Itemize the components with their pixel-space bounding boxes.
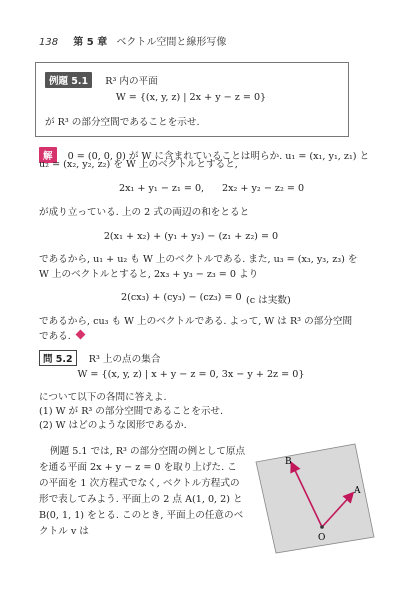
plane-vectors-figure [252,440,382,560]
solution-text-1: 0 = (0, 0, 0) が W に含まれていることは明らか. u₁ = (x₁, y₁, z₁) と [67,151,370,162]
origin-point [320,525,324,529]
label-o: O [318,533,326,543]
example-tag: 例題 5.1 [45,72,92,88]
equation-3: 2(cx₃) + (cy₃) − (cz₃) = 0 [121,292,242,303]
running-header [39,33,226,48]
solution-line-3: が成り立っている. 上の 2 式の両辺の和をとると [39,207,250,218]
chapter-title: ベクトル空間と線形写像 [116,37,227,48]
question-item-1: (1) W が R³ の部分空間であることを示せ. [39,406,224,417]
end-of-proof-diamond-icon [75,330,85,340]
solution-line-5: W 上のベクトルとすると, 2x₃ + y₃ − z₃ = 0 より [39,269,259,280]
example-set-definition: W = {(x, y, z) | 2x + y − z = 0} [115,92,267,103]
chapter-label: 第 5 章 [73,37,108,48]
solution-line-6: であるから, cu₃ も W 上のベクトルである. よって, W は R³ の部分空間 [39,316,353,327]
page-number: 138 [39,37,59,48]
equation-1a: 2x₁ + y₁ − z₁ = 0, [119,183,205,194]
equation-2: 2(x₁ + x₂) + (y₁ + y₂) − (z₁ + z₂) = 0 [103,231,279,242]
solution-text-7: である. [39,331,71,342]
question-title: R³ 上の点の集合 [88,354,161,365]
solution-line-7 [39,330,84,343]
plane-shape [256,444,374,553]
body-line-1: 例題 5.1 では, R³ の部分空間の例として原点 [50,446,246,457]
solution-line-2: u₂ = (x₂, y₂, z₂) を W 上のベクトルとすると, [39,159,238,170]
equation-3-note: (c は実数) [246,295,291,306]
question-item-2: (2) W はどのような図形であるか. [39,420,187,431]
question-heading [39,347,160,366]
body-line-2: を通る平面 2x + y − z = 0 を取り上げた. こ [39,462,237,473]
body-line-5: B(0, 1, 1) をとる. このとき, 平面上の任意のベ [39,510,244,521]
body-line-4: 形で表してみよう. 平面上の 2 点 A(1, 0, 2) と [39,494,243,505]
body-line-6: クトル v は [39,526,89,537]
example-heading [45,69,158,88]
example-title: R³ 内の平面 [105,76,158,87]
question-intro: について以下の各問に答えよ. [39,392,167,403]
label-a: A [354,486,361,496]
example-prompt: が R³ の部分空間であることを示せ. [45,117,200,128]
solution-tag: 解 [39,147,57,163]
question-set-definition: W = {(x, y, z) | x + y − z = 0, 3x − y + 2z = 0} [77,369,305,380]
question-tag: 問 5.2 [39,350,77,366]
body-line-3: の平面を 1 次方程式でなく, ベクトル方程式の [39,478,240,489]
solution-line-4: であるから, u₁ + u₂ も W 上のベクトルである. また, u₃ = (x₃, y₃, z₃) を [39,254,358,265]
equation-1b: 2x₂ + y₂ − z₂ = 0 [222,183,305,194]
label-b: B [285,457,292,467]
